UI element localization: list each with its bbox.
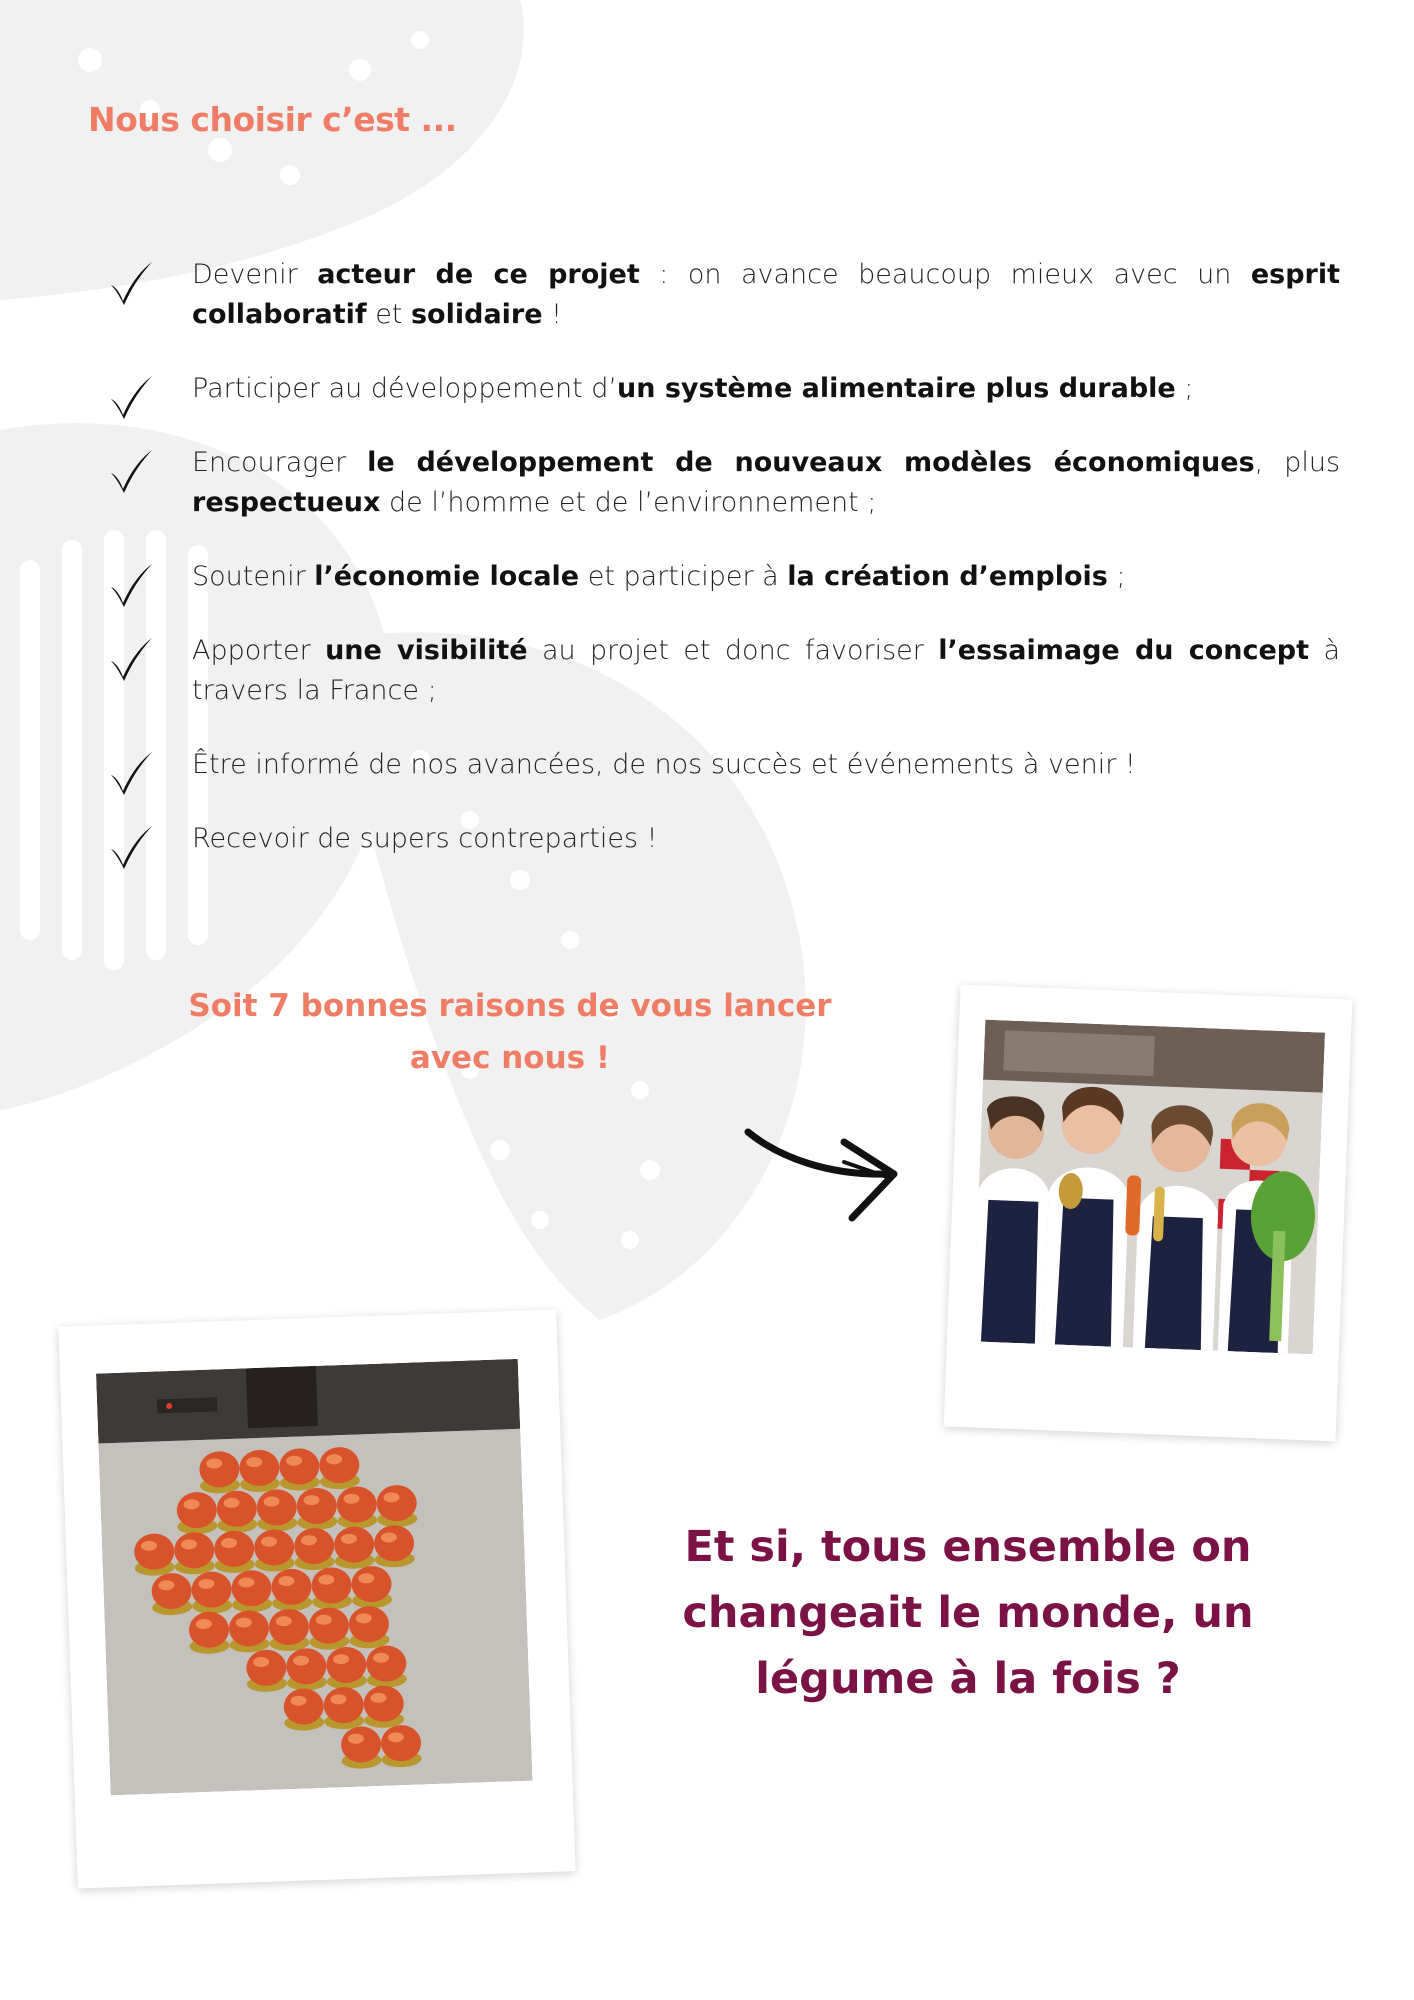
reason-item [108,557,1340,597]
reason-segment: Soutenir [192,561,315,592]
jar [380,1724,421,1767]
jar [188,1611,229,1654]
team-photo-polaroid [944,985,1353,1442]
jar [134,1533,175,1576]
jar [279,1448,320,1491]
reason-segment: Être informé de nos avancées, de nos succès et événements à venir ! [192,749,1136,780]
jar [174,1532,215,1575]
jar [216,1490,257,1533]
tagline: Soit 7 bonnes raisons de vous lancer avec nous ! [188,988,832,1076]
jar [271,1568,312,1611]
reason-text [192,255,1340,335]
reason-segment: ; [1107,561,1126,592]
check-icon [108,373,154,421]
reason-segment: et [366,299,411,330]
jar [334,1526,375,1569]
reason-item [108,369,1340,409]
reason-segment: et participer à [579,561,788,592]
jar [363,1685,404,1728]
jar [326,1646,367,1689]
check-icon [108,259,154,307]
curved-arrow-icon [740,1118,910,1238]
jar [176,1491,217,1534]
reason-highlight: l’essaimage du concept [938,635,1310,666]
reason-segment: ; [1175,373,1194,404]
jar [351,1565,392,1608]
jar [246,1649,287,1692]
reasons-list [108,255,1340,893]
jar [231,1570,272,1613]
reason-segment: : on avance beaucoup mieux avec un [639,259,1251,290]
jar [340,1726,381,1769]
reason-segment: Participer au développement d’ [192,373,617,404]
check-icon [108,447,154,495]
jar [294,1527,335,1570]
jar [254,1529,295,1572]
reason-highlight: solidaire [410,299,543,330]
reason-segment: au projet et donc favoriser [527,635,939,666]
reason-highlight: une visibilité [325,635,528,666]
jar [296,1487,337,1530]
reason-highlight: respectueux [192,487,381,518]
jars-photo [96,1359,532,1795]
jar [268,1608,309,1651]
reason-segment: de l’homme et de l’environnement ; [380,487,877,518]
jar [191,1571,232,1614]
check-icon [108,635,154,683]
reason-segment: Recevoir de supers contreparties ! [192,823,658,854]
jar [228,1610,269,1653]
jar [214,1530,255,1573]
reason-segment: Encourager [192,447,368,478]
jar [283,1688,324,1731]
jar [311,1567,352,1610]
reason-highlight: un système alimentaire plus durable [617,373,1176,404]
jar [239,1449,280,1492]
reason-highlight: l’économie locale [314,561,580,592]
reason-text [192,557,1340,597]
reason-highlight: la création d’emplois [787,561,1108,592]
jar [319,1446,360,1489]
reason-segment: Devenir [192,259,318,290]
jar [366,1645,407,1688]
check-icon [108,749,154,797]
reason-segment: à travers la France ; [192,635,1341,706]
jars-photo-polaroid [58,1309,575,1888]
jar [376,1484,417,1527]
reason-highlight: acteur de ce projet [317,259,640,290]
reason-item [108,443,1340,523]
jar [336,1486,377,1529]
jar [323,1686,364,1729]
reason-highlight: esprit collaboratif [192,259,1340,330]
reason-text [192,819,1340,859]
jar [286,1648,327,1691]
jar [151,1572,192,1615]
reason-item [108,255,1340,335]
reason-segment: ! [542,299,562,330]
reason-segment: , plus [1254,447,1341,478]
jar [199,1451,240,1494]
jar [348,1606,389,1649]
reason-text [192,369,1340,409]
reason-item [108,631,1340,711]
page-title: Nous choisir c’est ... [88,100,457,139]
reason-text [192,745,1340,785]
reason-highlight: le développement de nouveaux modèles économiques [367,447,1255,478]
jar [373,1525,414,1568]
reason-item [108,745,1340,785]
reason-text [192,631,1340,711]
closing-question: Et si, tous ensemble on changeait le monde, un légume à la fois ? [682,1522,1254,1704]
check-icon [108,561,154,609]
check-icon [108,823,154,871]
jar [308,1607,349,1650]
reason-segment: Apporter [192,635,326,666]
reason-item [108,819,1340,859]
jar [256,1489,297,1532]
reason-text [192,443,1340,523]
team-photo [973,1020,1325,1355]
